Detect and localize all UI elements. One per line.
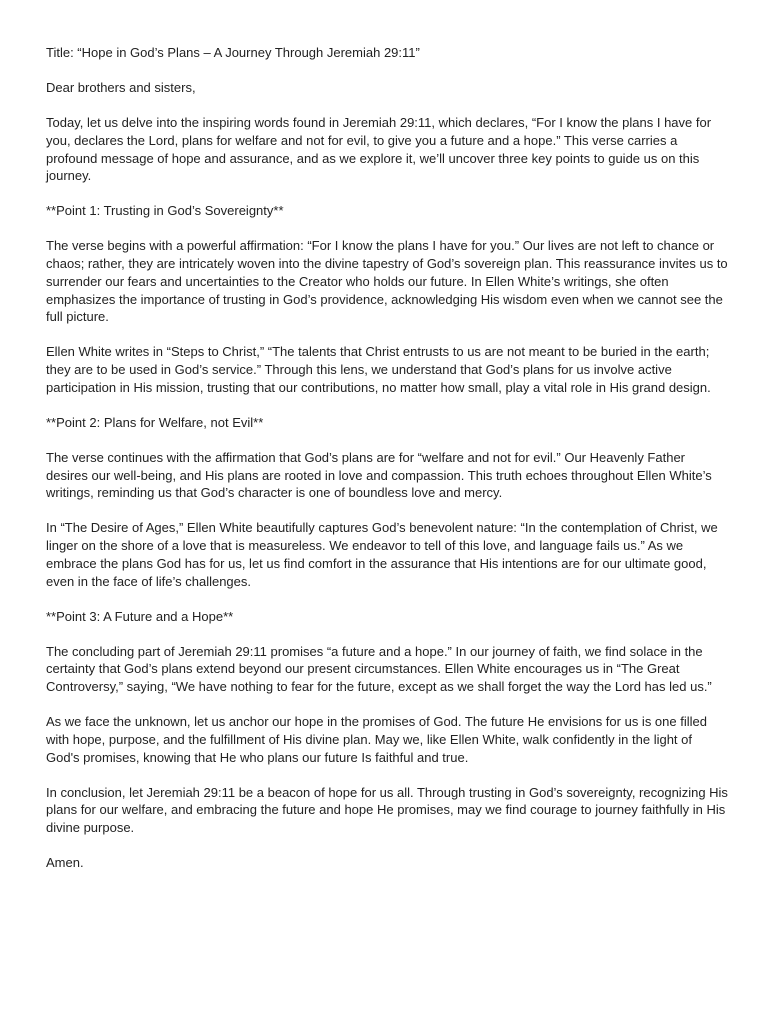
closing-amen: Amen. <box>46 855 84 871</box>
intro-paragraph: Today, let us delve into the inspiring words found in Jeremiah 29:11, which declares, “For I know the plans I have for you, declares the Lord, plans for welfare and not for evil, to give you a future and a hope.” This verse carries a profound message of hope and assurance, and as we explore it, we’ll uncover three key points to guide us on this journey. <box>46 115 712 184</box>
point-3-paragraph-1: The concluding part of Jeremiah 29:11 promises “a future and a hope.” In our journey of faith, we find solace in the certainty that God’s plans extend beyond our present circumstances. Ellen White encourages us in “The Great Controversy,” saying, “We have nothing to fear for the future, except as we shall forget the way the Lord has led us.” <box>46 643 712 695</box>
point-1-paragraph-1: The verse begins with a powerful affirmation: “For I know the plans I have for you.” Our lives are not left to chance or chaos; rather, they are intricately woven into the divine tapestry of God’s sovereign plan. This reassurance invites us to surrender our fears and uncertainties to the Creator who holds our future. In Ellen White’s writings, she often emphasizes the importance of trusting in God’s providence, acknowledging His wisdom even when we cannot see the full picture. <box>46 238 728 325</box>
conclusion-paragraph: In conclusion, let Jeremiah 29:11 be a beacon of hope for us all. Through trusting in God’s sovereignty, recognizing His plans for our welfare, and embracing the future and hope He promises, may we find courage to journey faithfully in His divine purpose. <box>46 784 728 836</box>
point-2-paragraph-1: The verse continues with the affirmation that God’s plans are for “welfare and not for evil.” Our Heavenly Father desires our well-being, and His plans are rooted in love and compassion. This truth echoes throughout Ellen White’s writings, reminding us that God’s character is one of boundless love and mercy. <box>46 449 712 501</box>
point-2-heading: **Point 2: Plans for Welfare, not Evil** <box>46 414 264 430</box>
point-3-paragraph-2: As we face the unknown, let us anchor our hope in the promises of God. The future He envisions for us is one filled with hope, purpose, and the fulfillment of His divine plan. May we, like Ellen White, walk confidently in the light of God's promises, knowing that He who plans our future Is faithful and true. <box>46 714 707 765</box>
point-2-paragraph-2: In “The Desire of Ages,” Ellen White beautifully captures God’s benevolent nature: “In the contemplation of Christ, we linger on the shore of a love that is measureless. We endeavor to tell of this love, and language fails us.” As we embrace the plans God has for us, let us find comfort in the assurance that His intentions are for our ultimate good, even in the face of life’s challenges. <box>46 520 718 589</box>
point-1-heading: **Point 1: Trusting in God’s Sovereignty** <box>46 203 284 219</box>
salutation: Dear brothers and sisters, <box>46 80 196 96</box>
document-title: Title: “Hope in God’s Plans – A Journey Through Jeremiah 29:11” <box>46 45 420 60</box>
point-1-paragraph-2: Ellen White writes in “Steps to Christ,” “The talents that Christ entrusts to us are not meant to be buried in the earth; they are to be used in God’s service.” Through this lens, we understand that God’s plans for us involve active participation in His mission, trusting that our contributions, no matter how small, play a vital role in His grand design. <box>46 344 711 395</box>
point-3-heading: **Point 3: A Future and a Hope** <box>46 608 234 624</box>
